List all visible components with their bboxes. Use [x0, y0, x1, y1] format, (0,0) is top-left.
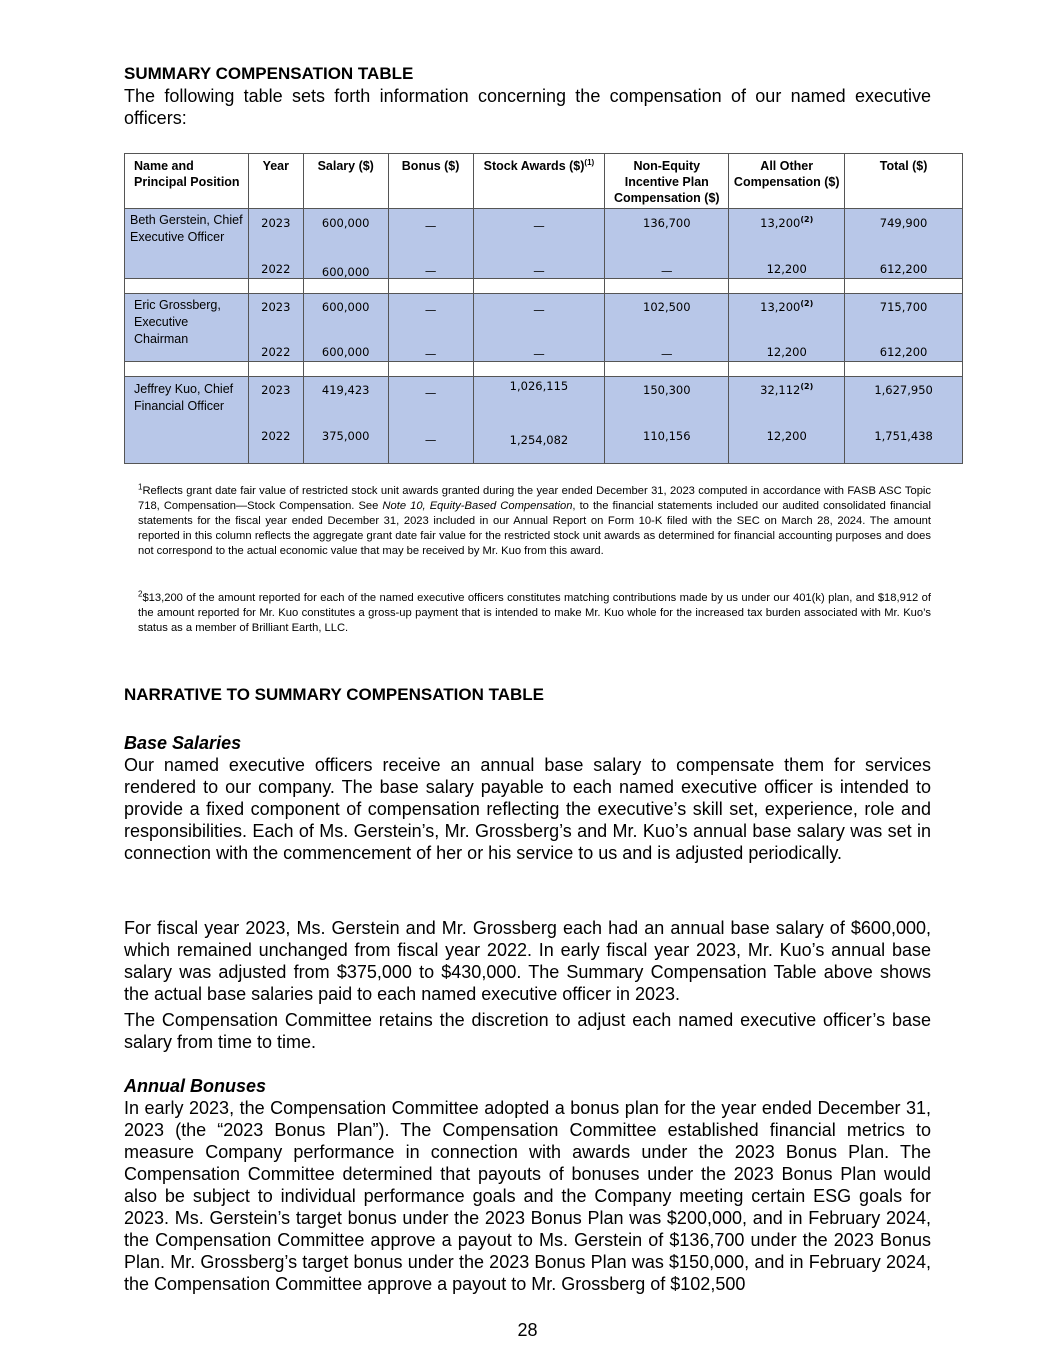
- nonequity-2023: 102,500: [643, 300, 691, 314]
- other-cell: [729, 209, 845, 279]
- table-row: [125, 294, 963, 362]
- nonequity-2022: —: [661, 347, 673, 361]
- bonus-2022: —: [424, 347, 437, 361]
- spacer-cell: [729, 362, 845, 377]
- salary-cell: [303, 294, 388, 362]
- year-cell: [248, 209, 303, 279]
- bonus-2023: —: [424, 303, 437, 317]
- other-cell: [729, 294, 845, 362]
- header-year: Year: [248, 154, 303, 209]
- total-2022: 1,751,438: [874, 429, 933, 443]
- footnote-2: $^2$\$13,200 of the amount reported for each of the named executive officers constitutes matching contributions made by us under our 401(k) plan, and $18,912 of the amount reported for Mr. Kuo constitutes a gross-up payment that is intended to make Mr. Kuo whole for the increased tax burden associated with Mr. Kuo’s status as a member of Brilliant Earth, LLC.: [138, 589, 931, 634]
- salary-2023: 600,000: [321, 300, 370, 314]
- year-2023: 2023: [261, 383, 291, 397]
- other-2023: 32,112$^{(2)}$: [760, 382, 814, 397]
- header-total: Total ($): [845, 154, 963, 209]
- nonequity-2023: 150,300: [643, 383, 691, 397]
- other-cell: [729, 377, 845, 464]
- year-2023: 2023: [261, 216, 291, 230]
- footnote-1-marker: 1: [138, 482, 143, 492]
- spacer-cell: [248, 362, 303, 377]
- footnote-1: $^1$Reflects grant date fair value of restricted stock unit awards granted during the year ended December 31, 2023 computed in accordance with FASB ASC Topic 718, Compensation—Stock Compensation. See Note 10, Equity-Based Compensation, to the financial statements included our audited consolidated financial statements for the fiscal year ended December 31, 2023 included in our Annual Report on Form 10-K filed with the SEC on March 28, 2024. The amount reported in this column reflects the aggregate grant date fair value for the restricted stock unit awards as determined for financial accounting purposes and does not correspond to the actual economic value that may be received by Mr. Kuo from this award.: [138, 482, 931, 557]
- nonequity-2022: 110,156: [643, 429, 691, 443]
- stock-2022: 1,254,082: [509, 433, 569, 447]
- annual-bonuses-paragraph: In early 2023, the Compensation Committee adopted a bonus plan for the year ended December 31, 2023 (the “2023 Bonus Plan”). The Compensation Committee established financial metrics to measure Company performance in connection with awards under the 2023 Bonus Plan. The Compensation Committee determined that payouts of bonuses under the 2023 Bonus Plan would also be subject to individual performance goals and the Company meeting certain ESG goals for 2023. Ms. Gerstein’s target bonus under the 2023 Bonus Plan was $200,000, and in February 2024, the Compensation Committee approve a payout to Ms. Gerstein of $136,700 under the 2023 Bonus Plan. Mr. Grossberg’s target bonus under the 2023 Bonus Plan was $150,000, and in February 2024, the Compensation Committee approve a payout to Mr. Grossberg of $102,500: [124, 1098, 931, 1294]
- officer-name-cell: [125, 377, 249, 464]
- total-2022: 612,200: [879, 345, 928, 359]
- bonus-cell: [388, 377, 473, 464]
- stock-2023: 1,026,115: [509, 379, 569, 393]
- bonus-2022: —: [424, 433, 437, 447]
- other-2022: 12,200: [766, 262, 807, 276]
- total-2023: 1,627,950: [874, 383, 933, 397]
- header-stock-awards: Stock Awards ($)$^{(1)}$: [473, 154, 605, 209]
- spacer-cell: [248, 279, 303, 294]
- total-cell: [845, 377, 963, 464]
- other-2023: 13,200$^{(2)}$: [760, 215, 814, 230]
- spacer-cell: [605, 279, 729, 294]
- salary-2022: 600,000: [321, 265, 370, 279]
- year-2022: 2022: [261, 262, 291, 276]
- spacer-cell: [845, 279, 963, 294]
- nonequity-cell: [605, 294, 729, 362]
- header-name: Name and Principal Position: [125, 154, 249, 209]
- bonus-2022: —: [424, 264, 437, 278]
- nonequity-cell: [605, 209, 729, 279]
- officer-name-cell: [125, 294, 249, 362]
- total-2023: 715,700: [879, 300, 928, 314]
- bonus-2023: —: [424, 219, 437, 233]
- salary-2023: 419,423: [321, 383, 370, 397]
- year-2022: 2022: [261, 345, 291, 359]
- spacer-cell: [605, 362, 729, 377]
- base-salaries-paragraph-1: Our named executive officers receive an annual base salary to compensate them for services rendered to our company. The base salary payable to each named executive officer is intended to provide a fixed component of compensation reflecting the executive’s skill set, experience, role and responsibilities. Each of Ms. Gerstein’s, Mr. Grossberg’s and Mr. Kuo’s annual base salary was set in connection with the commencement of her or his service to us and is adjusted periodically.: [124, 755, 931, 863]
- total-2022: 612,200: [879, 262, 928, 276]
- spacer-cell: [473, 279, 605, 294]
- other-2022: 12,200: [766, 345, 807, 359]
- stock-cell: [473, 209, 605, 279]
- annual-bonuses-heading: Annual Bonuses: [124, 1076, 267, 1096]
- officer-name: Eric Grossberg, Executive Chairman: [134, 298, 221, 346]
- table-row: [125, 377, 963, 464]
- stock-cell: [473, 294, 605, 362]
- stock-cell: [473, 377, 605, 464]
- salary-2022: 375,000: [321, 429, 370, 443]
- officer-name-cell: [125, 209, 249, 279]
- spacer-cell: [125, 279, 249, 294]
- bonus-cell: [388, 209, 473, 279]
- other-2023: 13,200$^{(2)}$: [760, 299, 814, 314]
- officer-name: Jeffrey Kuo, Chief Financial Officer: [134, 382, 234, 413]
- officer-name: Beth Gerstein, Chief Executive Officer: [130, 213, 243, 244]
- nonequity-cell: [605, 377, 729, 464]
- table-row: [125, 209, 963, 279]
- intro-paragraph: The following table sets forth information concerning the compensation of our named executive officers:: [124, 86, 931, 128]
- total-cell: [845, 209, 963, 279]
- footnote-2-marker: 2: [138, 589, 143, 599]
- total-cell: [845, 294, 963, 362]
- year-2023: 2023: [261, 300, 291, 314]
- other-2022: 12,200: [766, 429, 807, 443]
- header-bonus: Bonus ($): [388, 154, 473, 209]
- spacer-row: [125, 279, 963, 294]
- table-header-row: [125, 154, 963, 209]
- header-salary: Salary ($): [303, 154, 388, 209]
- year-cell: [248, 294, 303, 362]
- year-2022: 2022: [261, 429, 291, 443]
- total-2023: 749,900: [879, 216, 928, 230]
- base-salaries-paragraph-2: For fiscal year 2023, Ms. Gerstein and Mr. Grossberg each had an annual base salary of $600,000, which remained unchanged from fiscal year 2022. In early fiscal year 2023, Mr. Kuo’s annual base salary was adjusted from $375,000 to $430,000. The Summary Compensation Table above shows the actual base salaries paid to each named executive officer in 2023.: [124, 918, 931, 1004]
- spacer-cell: [388, 362, 473, 377]
- narrative-heading: NARRATIVE TO SUMMARY COMPENSATION TABLE: [124, 685, 544, 704]
- spacer-cell: [473, 362, 605, 377]
- spacer-cell: [729, 279, 845, 294]
- header-non-equity: Non-Equity Incentive Plan Compensation ($): [605, 154, 729, 209]
- bonus-2023: —: [424, 386, 437, 400]
- page-number: 28: [517, 1320, 538, 1340]
- salary-cell: [303, 377, 388, 464]
- stock-2022: —: [533, 347, 545, 361]
- header-all-other: All Other Compensation ($): [729, 154, 845, 209]
- year-cell: [248, 377, 303, 464]
- nonequity-2023: 136,700: [643, 216, 691, 230]
- salary-2022: 600,000: [321, 345, 370, 359]
- nonequity-2022: —: [661, 264, 673, 278]
- spacer-cell: [388, 279, 473, 294]
- stock-2023: —: [533, 303, 545, 317]
- base-salaries-heading: Base Salaries: [124, 733, 242, 753]
- spacer-row: [125, 362, 963, 377]
- bonus-cell: [388, 294, 473, 362]
- base-salaries-paragraph-3: The Compensation Committee retains the discretion to adjust each named executive officer’s base salary from time to time.: [124, 1010, 931, 1052]
- spacer-cell: [125, 362, 249, 377]
- salary-cell: [303, 209, 388, 279]
- salary-2023: 600,000: [321, 216, 370, 230]
- summary-compensation-table: [124, 153, 963, 464]
- stock-2023: —: [533, 219, 545, 233]
- spacer-cell: [845, 362, 963, 377]
- spacer-cell: [303, 279, 388, 294]
- section-heading: SUMMARY COMPENSATION TABLE: [124, 64, 414, 83]
- stock-2022: —: [533, 264, 545, 278]
- spacer-cell: [303, 362, 388, 377]
